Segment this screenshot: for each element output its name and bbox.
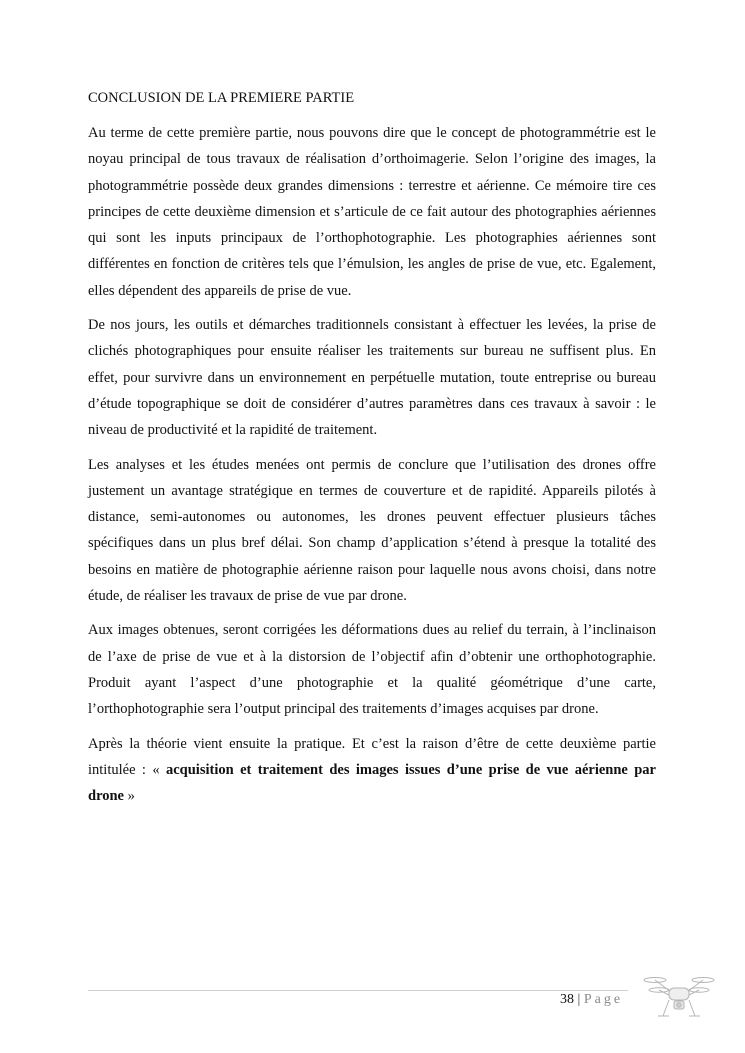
paragraph-2: De nos jours, les outils et démarches traditionnels consistant à effectuer les levées, la prise de clichés photographiques pour ensuite réaliser les traitements sur bureau ne suffisent plus. En effet, pour survivre dans un environnement en perpétuelle mutation, toute entreprise ou bureau d’étude topographique se doit de considérer d’autres paramètres dans ces travaux à savoir : le niveau de productivité et la rapidité de traitement.: [88, 317, 656, 439]
part-title-bold: acquisition et traitement des images issues d’une prise de vue aérienne par drone: [88, 761, 656, 805]
footer-separator: |: [577, 992, 581, 1007]
paragraph-3: Les analyses et les études menées ont permis de conclure que l’utilisation des drones offre justement un avantage stratégique en termes de couverture et de rapidité. Appareils pilotés à distance, semi-autonomes ou autonomes, les drones peuvent effectuer plusieurs tâches spécifiques dans un plus bref délai. Son champ d’application s’étend à presque la totalité des besoins en matière de photographie aérienne raison pour laquelle nous avons choisi, dans notre étude, de réaliser les travaux de prise de vue par drone.: [88, 456, 656, 605]
drone-icon: [643, 966, 715, 1024]
page-footer: [560, 990, 623, 1010]
footer-divider: [88, 990, 628, 991]
paragraph-1: Au terme de cette première partie, nous pouvons dire que le concept de photogrammétrie est le noyau principal de tous travaux de réalisation d’orthoimagerie. Selon l’origine des images, la photogrammétrie possède deux grandes dimensions : terrestre et aérienne. Ce mémoire tire ces principes de cette deuxième dimension et s’articule de ce fait autour des photographies aériennes qui sont les inputs principaux de l’orthophotographie. Les photographies aériennes sont différentes en fonction de critères tels que l’émulsion, les angles de prise de vue, etc. Egalement, elles dépendent des appareils de prise de vue.: [88, 125, 656, 299]
paragraph-5-intro: Après la théorie vient ensuite la pratique. Et c’est la raison d’être de cette deuxième partie intitulée : «: [88, 735, 656, 778]
document-body: [88, 86, 656, 817]
paragraph-5-outro: »: [124, 788, 135, 805]
page-label: Page: [583, 992, 624, 1007]
paragraph-5: [88, 731, 656, 810]
paragraph-4: Aux images obtenues, seront corrigées les déformations dues au relief du terrain, à l’inclinaison de l’axe de prise de vue et à la distorsion de l’objectif afin d’obtenir une orthophotographie. Produit ayant l’aspect d’une photographie et la qualité géométrique d’une carte, l’orthophotographie sera l’output principal des traitements d’images acquises par drone.: [88, 622, 656, 718]
page-number: 38: [560, 992, 574, 1007]
section-heading: CONCLUSION DE LA PREMIERE PARTIE: [88, 90, 355, 106]
